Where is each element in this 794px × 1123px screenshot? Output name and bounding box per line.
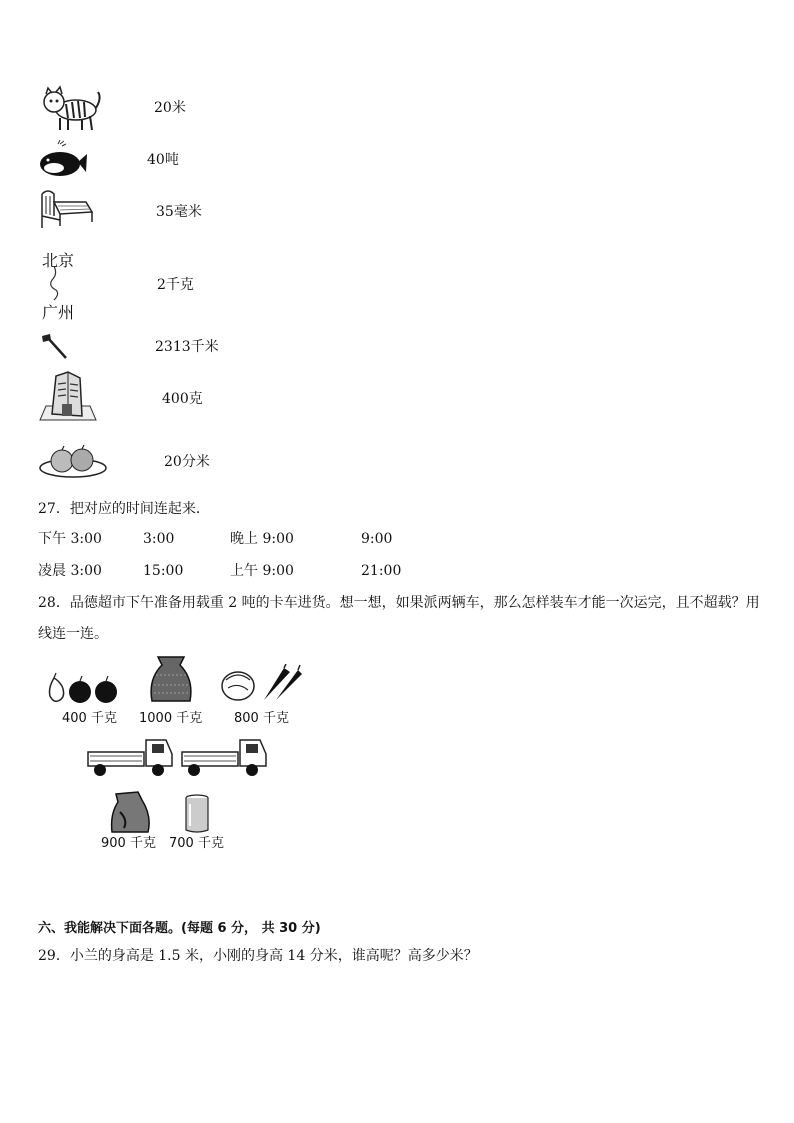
fruits-icon xyxy=(44,672,120,706)
question-28-text: 28．品德超市下午准备用载重 2 吨的卡车进货。想一想，如果派两辆车，那么怎样装车才能一次运完，且不超载？用 xyxy=(38,595,760,611)
tiger-icon xyxy=(38,84,102,134)
bag-icon xyxy=(108,790,154,834)
goods-weight-label: 900 千克 xyxy=(101,836,156,851)
truck-icon xyxy=(86,736,174,778)
question-28-text-cont: 线连一连。 xyxy=(38,626,108,642)
time-item: 21:00 xyxy=(361,563,402,579)
time-item: 凌晨 3:00 xyxy=(38,563,102,579)
goods-weight-label: 1000 千克 xyxy=(139,711,203,726)
value-label: 20米 xyxy=(154,100,186,116)
map-label-guangzhou: 广州 xyxy=(42,303,75,322)
truck-icon xyxy=(180,736,268,778)
value-label: 2千克 xyxy=(157,277,194,293)
section-heading: 六、我能解决下面各题。(每题 6 分， 共 30 分) xyxy=(38,921,321,936)
goods-weight-label: 400 千克 xyxy=(62,711,117,726)
value-label: 400克 xyxy=(162,391,203,407)
time-item: 晚上 9:00 xyxy=(230,531,294,547)
vegetables-icon xyxy=(220,664,304,704)
time-item: 3:00 xyxy=(143,531,175,547)
goods-weight-label: 800 千克 xyxy=(234,711,289,726)
sack-icon xyxy=(148,655,194,705)
building-icon xyxy=(38,370,98,422)
time-item: 下午 3:00 xyxy=(38,531,102,547)
question-29-text: 29．小兰的身高是 1.5 米，小刚的身高 14 分米，谁高呢？高多少米？ xyxy=(38,948,478,964)
map-route-icon xyxy=(40,248,84,322)
nail-icon xyxy=(38,332,70,360)
bed-icon xyxy=(38,186,94,232)
value-label: 2313千米 xyxy=(155,339,219,355)
time-item: 上午 9:00 xyxy=(230,563,294,579)
whale-icon xyxy=(38,140,88,180)
value-label: 40吨 xyxy=(147,152,179,168)
time-item: 15:00 xyxy=(143,563,184,579)
goods-weight-label: 700 千克 xyxy=(169,836,224,851)
fruit-plate-icon xyxy=(38,442,108,478)
canister-icon xyxy=(184,794,210,834)
value-label: 35毫米 xyxy=(156,204,202,220)
value-label: 20分米 xyxy=(164,454,210,470)
map-label-beijing: 北京 xyxy=(42,251,75,270)
question-27-title: 27．把对应的时间连起来． xyxy=(38,501,210,517)
time-item: 9:00 xyxy=(361,531,393,547)
